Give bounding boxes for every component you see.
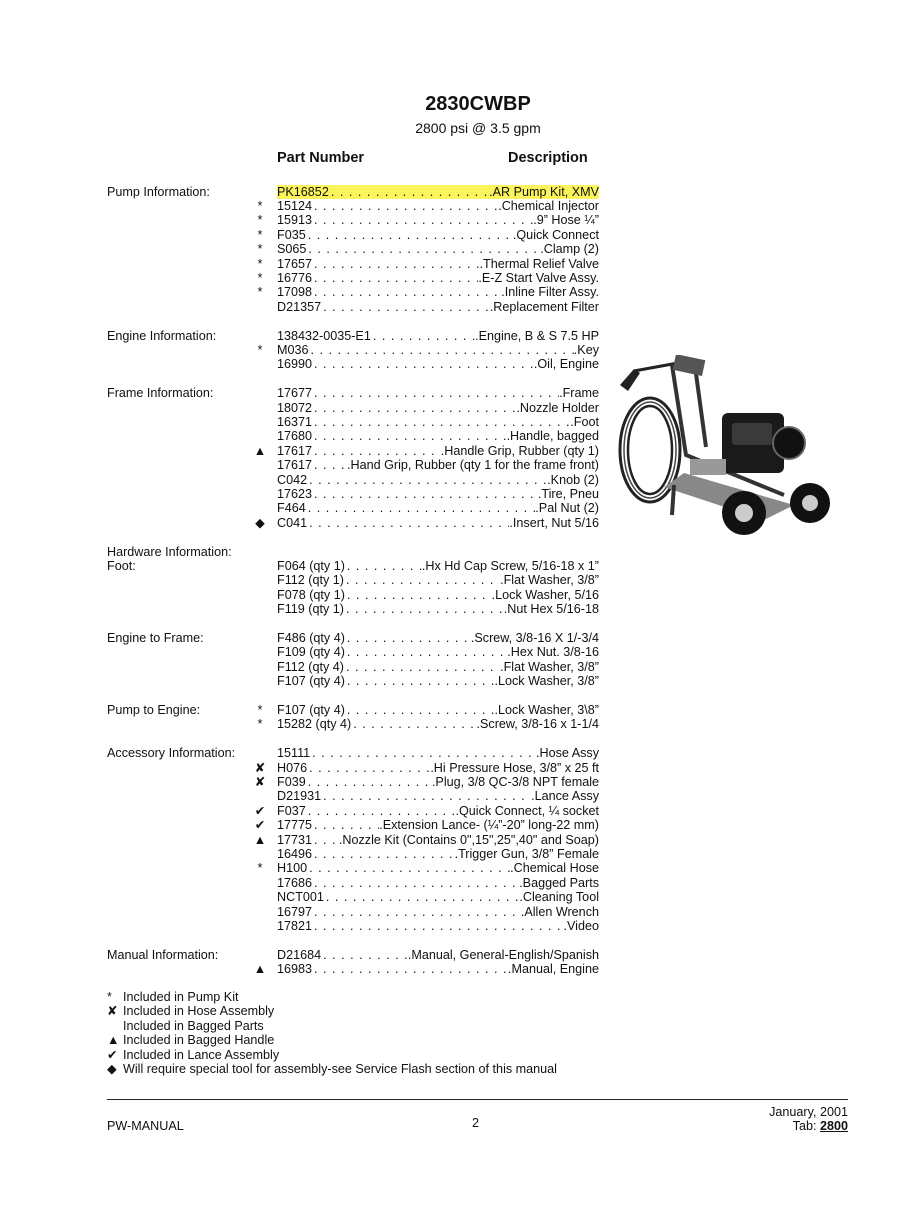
part-number: 16990	[277, 357, 313, 372]
part-entry	[277, 905, 599, 919]
part-entry	[277, 401, 599, 415]
part-description: .Replacement Filter	[489, 299, 599, 314]
parts-row	[0, 228, 906, 242]
leader-dots	[312, 357, 534, 371]
leader-dots	[345, 645, 507, 659]
parts-row	[0, 746, 906, 760]
part-description: .Chemical Injector	[498, 199, 599, 213]
part-number: 17686	[277, 875, 313, 890]
part-entry	[277, 804, 599, 818]
part-entry	[277, 717, 599, 731]
part-entry	[277, 386, 599, 400]
footer-tab-value: 2800	[819, 1119, 848, 1134]
part-number: 17098	[277, 285, 313, 300]
legend-item	[107, 1033, 274, 1047]
leader-dots	[306, 804, 456, 818]
part-number: 17677	[277, 386, 313, 401]
part-description: .Allen Wrench	[520, 904, 599, 919]
part-description: .Handle Grip, Rubber (qty 1)	[440, 443, 599, 458]
leader-dots	[345, 703, 495, 717]
part-number: F109 (qty 4)	[277, 645, 345, 660]
leader-dots	[329, 185, 489, 199]
parts-row	[0, 919, 906, 933]
part-description: .AR Pump Kit, XMV	[489, 184, 599, 199]
row-symbol: ✔	[254, 803, 266, 818]
part-entry	[277, 228, 599, 242]
part-description: .Lock Washer, 3\8”	[494, 703, 599, 717]
part-number: F112 (qty 4)	[277, 659, 344, 674]
row-symbol: ✔	[254, 818, 266, 833]
part-entry	[277, 573, 599, 587]
row-symbol: ▲	[253, 832, 267, 847]
part-number: D21931	[277, 789, 322, 804]
part-number: 15913	[277, 213, 313, 228]
part-entry	[277, 429, 599, 443]
part-entry	[277, 746, 599, 760]
page-title: 2830CWBP	[425, 93, 531, 115]
part-entry	[277, 257, 599, 271]
part-entry	[277, 271, 599, 285]
parts-row	[0, 717, 906, 731]
part-number: S065	[277, 242, 307, 257]
part-description: .Video	[563, 919, 599, 933]
leader-dots	[312, 876, 519, 890]
footer-tab-label: Tab:	[792, 1119, 817, 1134]
part-number: D21357	[277, 299, 322, 314]
section-label: Engine Information:	[107, 328, 217, 343]
legend-text: Will require special tool for assembly-see Service Flash section of this manual	[123, 1062, 557, 1076]
leader-dots	[344, 573, 500, 587]
parts-row	[0, 660, 906, 674]
row-symbol: ✘	[254, 760, 266, 775]
part-number: F464	[277, 501, 306, 516]
part-description: .Frame	[559, 386, 599, 401]
part-number: 17821	[277, 919, 313, 933]
legend-text: Included in Bagged Handle	[123, 1033, 275, 1048]
parts-row	[0, 890, 906, 904]
parts-row	[0, 804, 906, 818]
legend-item	[107, 1004, 274, 1018]
leader-dots	[345, 588, 492, 602]
section-label: Hardware Information:	[107, 544, 232, 559]
part-number: 17617	[277, 458, 313, 473]
pressure-washer-illustration	[614, 355, 834, 540]
leader-dots	[371, 329, 475, 343]
section-label: Frame Information:	[107, 386, 214, 401]
part-entry	[277, 213, 599, 227]
part-entry	[277, 703, 599, 717]
parts-row	[0, 545, 906, 559]
leader-dots	[309, 343, 574, 357]
part-entry	[277, 343, 599, 357]
leader-dots	[312, 919, 563, 933]
part-entry	[277, 948, 599, 962]
section-label: Foot:	[107, 559, 136, 573]
row-symbol: *	[257, 271, 263, 285]
footer-date: January, 2001	[769, 1105, 848, 1119]
part-entry	[277, 588, 599, 602]
part-description: .Quick Connect, ¼ socket	[455, 803, 599, 818]
leader-dots	[312, 257, 480, 271]
part-description: .Extension Lance- (¼”-20” long-22 mm)	[379, 818, 599, 833]
section-label: Pump Information:	[107, 184, 210, 199]
part-entry	[277, 559, 599, 573]
part-number: 16371	[277, 415, 313, 429]
part-description: .Knob (2)	[547, 472, 599, 487]
leader-dots	[307, 861, 510, 875]
part-entry	[277, 473, 599, 487]
part-description: .Flat Washer, 3/8”	[500, 659, 599, 674]
part-description: .9” Hose ¼”	[533, 213, 599, 228]
part-number: NCT001	[277, 890, 324, 905]
part-number: F039	[277, 775, 306, 789]
section-label: Engine to Frame:	[107, 631, 204, 645]
part-number: PK16852	[277, 184, 329, 199]
leader-dots	[306, 501, 536, 515]
row-symbol: *	[257, 861, 263, 876]
highlighted-part-entry	[277, 185, 599, 199]
leader-dots	[307, 473, 547, 487]
leader-dots	[312, 818, 379, 832]
part-number: C041	[277, 515, 308, 530]
part-entry	[277, 775, 599, 789]
parts-row	[0, 876, 906, 890]
row-symbol: ▲	[253, 443, 267, 458]
parts-row	[0, 861, 906, 875]
legend-text: Included in Hose Assembly	[123, 1004, 275, 1019]
part-description: .Chemical Hose	[510, 861, 599, 876]
parts-row	[0, 199, 906, 213]
leader-dots	[312, 847, 455, 861]
part-number: F064 (qty 1)	[277, 559, 345, 573]
part-description: .Flat Washer, 3/8”	[500, 573, 599, 588]
part-description: .Foot	[570, 415, 599, 429]
part-entry	[277, 285, 599, 299]
footer-divider	[107, 1099, 848, 1100]
parts-row	[0, 948, 906, 962]
parts-row	[0, 905, 906, 919]
part-entry	[277, 645, 599, 659]
leader-dots	[345, 631, 471, 645]
part-description: .Lock Washer, 3/8”	[494, 674, 599, 689]
part-number: 16797	[277, 904, 313, 919]
leader-dots	[306, 242, 540, 256]
leader-dots	[345, 674, 495, 688]
part-description: .Thermal Relief Valve	[479, 256, 599, 271]
legend-symbol: ✔	[107, 1047, 118, 1062]
leader-dots	[312, 199, 498, 213]
row-symbol: *	[257, 285, 263, 300]
part-number: 16496	[277, 847, 313, 861]
part-entry	[277, 962, 599, 976]
part-entry	[277, 516, 599, 530]
legend-text: Included in Pump Kit	[123, 990, 239, 1004]
section-label: Manual Information:	[107, 947, 219, 962]
leader-dots	[312, 401, 516, 415]
parts-row	[0, 962, 906, 976]
legend-item	[107, 1062, 557, 1076]
part-number: 17731	[277, 832, 313, 847]
part-entry	[277, 890, 599, 904]
part-description: .Pal Nut (2)	[535, 501, 599, 516]
part-description: .Hex Nut. 3/8-16	[507, 645, 599, 660]
part-number: F037	[277, 803, 306, 818]
part-entry	[277, 602, 599, 616]
part-entry	[277, 501, 599, 515]
part-entry	[277, 487, 599, 501]
legend-text: Included in Bagged Parts	[123, 1018, 264, 1033]
row-symbol: *	[257, 242, 263, 257]
part-entry	[277, 300, 599, 314]
leader-dots	[310, 746, 536, 760]
part-description: .Clamp (2)	[540, 242, 599, 257]
parts-row	[0, 257, 906, 271]
leader-dots	[312, 487, 538, 501]
leader-dots	[312, 213, 533, 227]
legend-symbol: ▲	[107, 1033, 120, 1048]
part-description: .Lance Assy	[531, 789, 599, 804]
leader-dots	[344, 602, 504, 616]
part-number: F078 (qty 1)	[277, 587, 345, 602]
part-description: .Hx Hd Cap Screw, 5/16-18 x 1”	[421, 559, 599, 573]
leader-dots	[307, 761, 430, 775]
part-description: .Handle, bagged	[506, 429, 599, 444]
parts-row	[0, 285, 906, 299]
parts-row	[0, 588, 906, 602]
leader-dots	[312, 962, 508, 976]
legend-item	[107, 1019, 264, 1033]
parts-row	[0, 329, 906, 343]
page-number: 2	[472, 1116, 480, 1130]
part-description: .Key	[573, 343, 599, 357]
part-entry	[277, 919, 599, 933]
part-description: .Oil, Engine	[533, 357, 599, 372]
part-number: F112 (qty 1)	[277, 573, 344, 588]
part-entry	[277, 833, 599, 847]
part-description: .Bagged Parts	[519, 875, 599, 890]
part-number: 17680	[277, 429, 313, 444]
part-number: 15111	[277, 746, 311, 761]
row-symbol: ◆	[255, 515, 265, 530]
part-description: .Plug, 3/8 QC-3/8 NPT female	[431, 775, 599, 789]
part-number: 17775	[277, 818, 313, 833]
part-entry	[277, 242, 599, 256]
parts-row	[0, 703, 906, 717]
footer-date-tab	[700, 1105, 848, 1134]
part-entry	[277, 660, 599, 674]
part-description: .Hi Pressure Hose, 3/8” x 25 ft	[430, 760, 599, 775]
leader-dots	[344, 660, 500, 674]
part-number: F107 (qty 4)	[277, 703, 345, 717]
leader-dots	[306, 775, 432, 789]
part-number: F107 (qty 4)	[277, 674, 345, 689]
part-entry	[277, 789, 599, 803]
row-symbol: ✘	[254, 775, 266, 789]
part-entry	[277, 818, 599, 832]
leader-dots	[312, 285, 501, 299]
leader-dots	[312, 444, 441, 458]
leader-dots	[351, 717, 476, 731]
leader-dots	[312, 458, 347, 472]
footer-manual-label: PW-MANUAL	[107, 1119, 184, 1133]
part-entry	[277, 199, 599, 213]
part-number: 18072	[277, 400, 313, 415]
parts-row	[0, 559, 906, 573]
description-header: Description	[508, 150, 588, 166]
leader-dots	[345, 559, 422, 573]
part-number: H100	[277, 861, 308, 876]
part-entry	[277, 861, 599, 875]
part-description: .Nozzle Kit (Contains 0",15",25",40" and Soap)	[338, 832, 599, 847]
part-number: 138432-0035-E1	[277, 328, 371, 343]
leader-dots	[321, 300, 490, 314]
part-number: 17617	[277, 443, 313, 458]
part-entry	[277, 631, 599, 645]
part-number-header: Part Number	[277, 150, 365, 166]
part-number: 15282 (qty 4)	[277, 717, 352, 732]
parts-row	[0, 674, 906, 688]
parts-row	[0, 185, 906, 199]
leader-dots	[312, 833, 339, 847]
part-description: .Manual, Engine	[507, 962, 599, 977]
parts-row	[0, 818, 906, 832]
part-entry	[277, 444, 599, 458]
parts-row	[0, 602, 906, 616]
part-number: F119 (qty 1)	[277, 602, 344, 617]
part-description: .Trigger Gun, 3/8” Female	[454, 847, 599, 861]
part-number: D21684	[277, 947, 322, 962]
parts-row	[0, 775, 906, 789]
part-description: .Screw, 3/8-16 x 1-1/4	[476, 717, 599, 732]
row-symbol: *	[257, 256, 263, 271]
part-number: M036	[277, 343, 309, 357]
row-symbol: *	[257, 227, 263, 242]
part-entry	[277, 876, 599, 890]
leader-dots	[312, 905, 521, 919]
part-entry	[277, 329, 599, 343]
part-number: 16776	[277, 271, 313, 285]
leader-dots	[306, 228, 513, 242]
part-number: C042	[277, 472, 308, 487]
parts-row	[0, 573, 906, 587]
row-symbol: ▲	[253, 962, 267, 977]
parts-row	[0, 271, 906, 285]
part-description: .Nozzle Holder	[516, 400, 599, 415]
part-description: .Quick Connect	[512, 227, 599, 242]
part-description: .Cleaning Tool	[519, 890, 599, 905]
legend-symbol: ◆	[107, 1062, 117, 1076]
part-entry	[277, 458, 599, 472]
part-number: 16983	[277, 962, 313, 977]
part-entry	[277, 674, 599, 688]
part-description: .Engine, B & S 7.5 HP	[475, 328, 599, 343]
parts-row	[0, 761, 906, 775]
leader-dots	[312, 415, 570, 429]
footer-tab	[700, 1119, 848, 1133]
part-description: .Nut Hex 5/16-18	[503, 602, 599, 617]
part-description: .Hose Assy	[536, 746, 599, 761]
leader-dots	[312, 271, 478, 285]
parts-row	[0, 789, 906, 803]
section-label: Accessory Information:	[107, 746, 236, 761]
row-symbol: *	[257, 703, 263, 717]
legend-item	[107, 1048, 279, 1062]
part-description: .Screw, 3/8-16 X 1/-3/4	[470, 631, 599, 645]
section-label: Pump to Engine:	[107, 703, 201, 717]
legend-symbol: *	[107, 990, 112, 1004]
row-symbol: *	[257, 717, 263, 732]
part-description: .E-Z Start Valve Assy.	[478, 271, 599, 285]
part-number: F486 (qty 4)	[277, 631, 345, 645]
part-number: H076	[277, 760, 308, 775]
row-symbol: *	[257, 199, 263, 213]
part-description: .Insert, Nut 5/16	[509, 515, 599, 530]
leader-dots	[321, 948, 408, 962]
parts-row	[0, 645, 906, 659]
leader-dots	[321, 789, 531, 803]
leader-dots	[312, 386, 559, 400]
legend-item	[107, 990, 239, 1004]
legend-symbol: ✘	[107, 1004, 118, 1019]
part-description: .Manual, General-English/Spanish	[407, 947, 599, 962]
part-number: 17623	[277, 487, 313, 501]
parts-row	[0, 213, 906, 227]
leader-dots	[307, 516, 509, 530]
part-description: .Tire, Pneu	[537, 487, 599, 501]
page-subtitle: 2800 psi @ 3.5 gpm	[415, 120, 541, 136]
row-symbol: *	[257, 213, 263, 228]
parts-row	[0, 242, 906, 256]
parts-row	[0, 631, 906, 645]
row-symbol: *	[257, 343, 263, 357]
leader-dots	[312, 429, 507, 443]
leader-dots	[324, 890, 520, 904]
part-number: 17657	[277, 256, 313, 271]
part-number: 15124	[277, 199, 313, 213]
part-entry	[277, 415, 599, 429]
part-entry	[277, 847, 599, 861]
legend-text: Included in Lance Assembly	[123, 1047, 280, 1062]
parts-row	[0, 300, 906, 314]
part-entry	[277, 761, 599, 775]
parts-row	[0, 833, 906, 847]
part-description: .Inline Filter Assy.	[501, 285, 599, 300]
part-number: F035	[277, 227, 306, 242]
parts-row	[0, 847, 906, 861]
part-description: .Hand Grip, Rubber (qty 1 for the frame front)	[347, 458, 599, 473]
part-entry	[277, 357, 599, 371]
part-description: .Lock Washer, 5/16	[491, 587, 599, 602]
